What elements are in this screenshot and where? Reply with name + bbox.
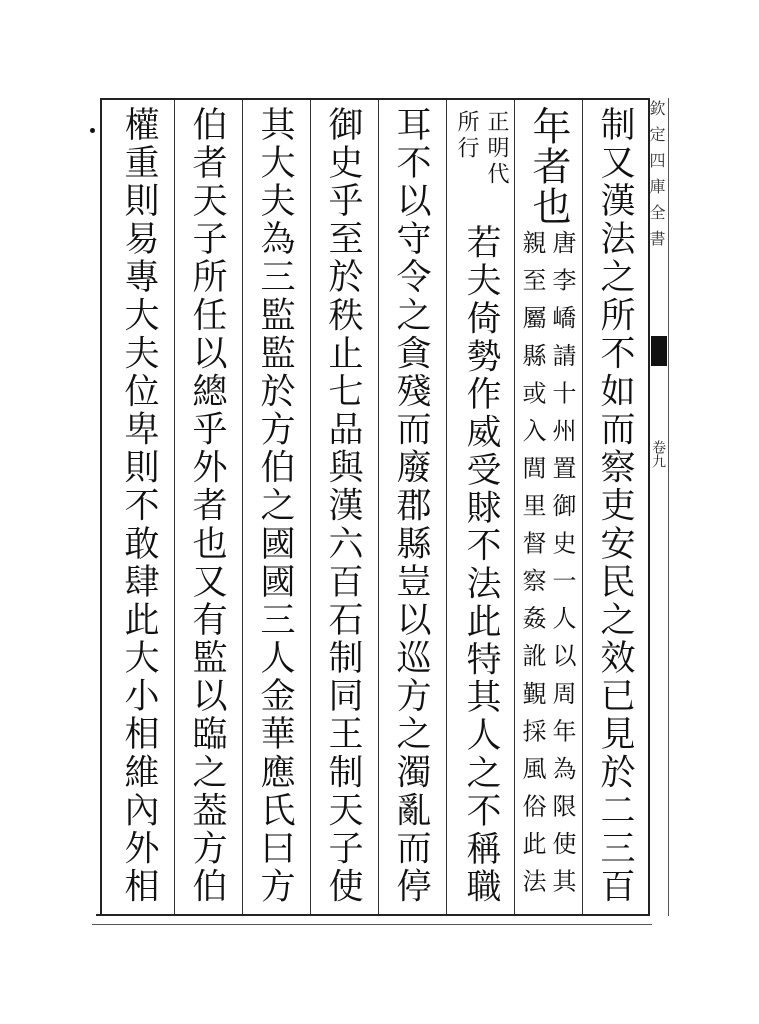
column-2-main-text: 年者也 [526,106,571,226]
text-column-1: 制又漢法之所不如而察吏安民之效已見於二三百 [595,106,636,906]
fish-tail-mark [651,336,667,366]
column-2-note-right: 唐李嶠請十州置御史一人以周年為限使其 [548,230,576,906]
frame-bottom-border [96,914,648,916]
column-3-note-right: 正明代 [484,110,509,188]
column-rule [310,100,311,914]
frame-top-border [100,98,648,100]
column-rule [174,100,175,914]
frame-bottom-rule [92,924,652,925]
frame-left-border [100,98,102,916]
column-rule [582,100,583,914]
column-rule [446,100,447,914]
column-rule [514,100,515,914]
column-3-note-left: 所行 [454,110,479,162]
text-column-5: 御史乎至於秩止七品與漢六百石制同王制天子使 [323,106,364,906]
column-rule [242,100,243,914]
margin-juan-label: 卷九 [650,440,666,468]
text-column-8: 權重則易專大夫位卑則不敢肆此大小相維內外相 [119,106,160,906]
text-column-6: 其大夫為三監監於方伯之國國三人金華應氏曰方 [255,106,296,906]
column-2-note-left: 親至屬縣或入閭里督察姦訛覲採風俗此法 [518,230,546,906]
column-rule [378,100,379,914]
text-column-4: 耳不以守令之貪殘而廢郡縣豈以巡方之濁亂而停 [391,106,432,906]
text-column-7: 伯者天子所任以總乎外者也又有監以臨之葢方伯 [187,106,228,906]
margin-book-title: 欽定四庫全書 [647,100,666,256]
margin-dot [90,128,95,133]
margin-rule-right [668,98,669,916]
column-3-main-text: 若夫倚勢作威受賕不法此特其人之不稱職 [460,224,500,906]
text-column-3 [448,106,512,912]
text-column-2 [516,106,580,912]
